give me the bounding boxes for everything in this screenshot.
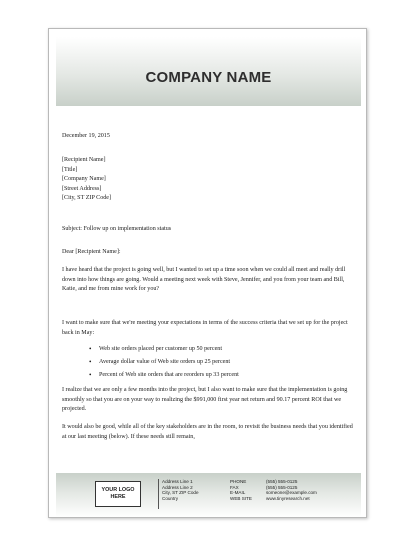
footer-contact-values	[266, 479, 317, 501]
letter-page	[48, 28, 367, 518]
success-criteria-list	[89, 345, 349, 384]
company-name: COMPANY NAME	[145, 69, 272, 86]
body-paragraph: I realize that we are only a few months into the project, but I also want to make sure that the implementation is going smoothly so that you are on your way to realizing the $991,000 first year net return and 90.17 percent ROI that we projected.	[62, 387, 348, 413]
phone-value: (555) 555-0125	[266, 479, 298, 484]
contact-label: PHONE	[230, 479, 247, 484]
email-value: someone@example.com	[266, 490, 317, 496]
address-line: City, ST ZIP Code	[162, 490, 199, 496]
recipient-city-line: [City, ST ZIP Code]	[62, 195, 112, 202]
contact-label: E-MAIL	[230, 490, 246, 496]
logo-placeholder	[95, 481, 141, 507]
contact-label: FAX	[230, 484, 239, 490]
salutation: Dear [Recipient Name]:	[62, 249, 121, 255]
address-line: Country	[162, 495, 179, 501]
list-item: • Web site orders placed per customer up 50 percent	[89, 345, 349, 358]
recipient-title-line: [Title]	[62, 166, 78, 173]
letter-date: December 19, 2015	[62, 133, 110, 139]
list-item: • Percent of Web site orders that are reorders up 33 percent	[89, 371, 349, 384]
list-item: • Average dollar value of Web site orders up 25 percent	[89, 358, 349, 371]
body-paragraph: It would also be good, while all of the key stakeholders are in the room, to revisit the business needs that you identified at our last meeting (below). If these needs still remain,	[62, 424, 353, 440]
letterhead-footer	[56, 473, 361, 518]
address-line: Address Line 1	[162, 479, 193, 484]
address-line: Address Line 2	[162, 484, 193, 490]
fax-value: (555) 555-0125	[266, 484, 298, 490]
letterhead-header	[56, 37, 361, 106]
body-paragraph: I have heard that the project is going well, but I wanted to set up a time soon when we could all meet and really drill down into how things are going. Would a meeting next week with Steve, Jennifer, and you from your team and Bill, Katie, and me from mine work for you?	[62, 267, 346, 293]
recipient-street-line: [Street Address]	[62, 185, 102, 192]
subject-line: Subject: Follow up on implementation status	[62, 226, 172, 232]
footer-contact-labels	[230, 479, 252, 501]
footer-address	[162, 479, 199, 501]
logo-text-line: YOUR LOGO	[101, 487, 135, 493]
logo-text-line: HERE	[110, 494, 126, 500]
contact-label: WEB SITE	[230, 495, 252, 501]
website-value: www.tinyresearch.net	[266, 495, 310, 501]
recipient-company-line: [Company Name]	[62, 176, 106, 183]
body-paragraph: I want to make sure that we're meeting your expectations in terms of the success criteria that we set up for the project back in May:	[62, 320, 348, 336]
recipient-address-block	[62, 156, 355, 204]
recipient-name-line: [Recipient Name]	[62, 157, 106, 163]
footer-divider	[158, 479, 159, 509]
